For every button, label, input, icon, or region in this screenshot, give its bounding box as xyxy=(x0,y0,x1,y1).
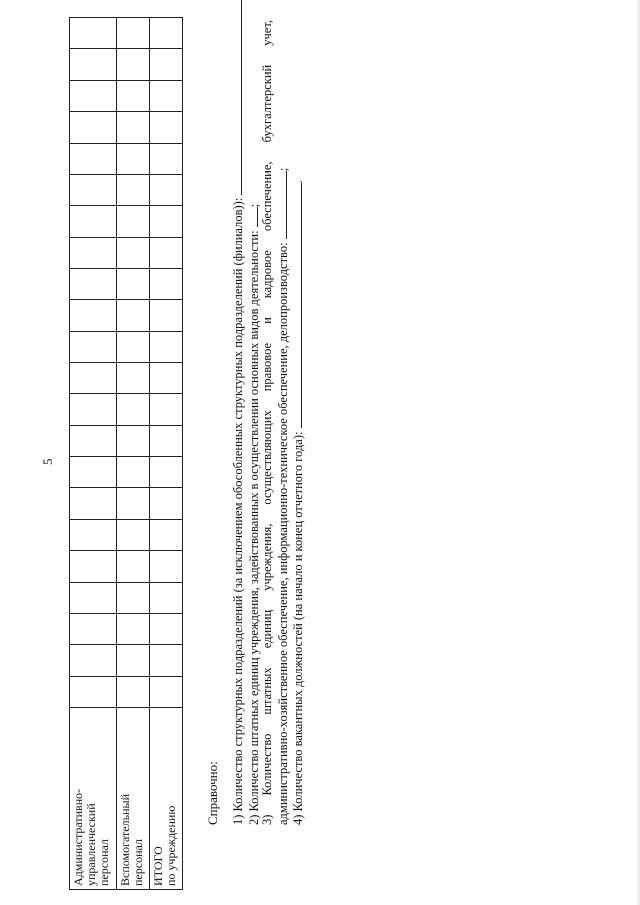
table-cell[interactable] xyxy=(117,457,150,488)
note-4-end: . xyxy=(291,180,305,184)
table-cell[interactable] xyxy=(117,331,150,362)
table-cell[interactable] xyxy=(117,676,150,707)
table-cell[interactable] xyxy=(150,331,183,362)
row-label-line: управленческий xyxy=(84,803,98,886)
table-cell[interactable] xyxy=(70,18,117,49)
table-cell[interactable] xyxy=(117,363,150,394)
table-cell[interactable] xyxy=(117,394,150,425)
table-cell[interactable] xyxy=(70,425,117,456)
table-cell[interactable] xyxy=(117,582,150,613)
table-cell[interactable] xyxy=(117,18,150,49)
table-cell[interactable] xyxy=(150,519,183,550)
table-cell[interactable] xyxy=(70,519,117,550)
table-cell[interactable] xyxy=(70,331,117,362)
table-cell[interactable] xyxy=(117,206,150,237)
note-3b xyxy=(275,20,291,825)
note-3b-text: административно-хозяйственное обеспечение, информационно-техническое обеспечение, делопроизводство: xyxy=(275,242,290,825)
table-cell[interactable] xyxy=(150,551,183,582)
table-cell[interactable] xyxy=(150,112,183,143)
table-cell[interactable] xyxy=(150,18,183,49)
row-label-line: персонал xyxy=(97,839,111,886)
table-cell[interactable] xyxy=(70,394,117,425)
table-cell[interactable] xyxy=(70,300,117,331)
note-2-blank[interactable] xyxy=(246,207,258,227)
row-label xyxy=(70,708,117,890)
table-cell[interactable] xyxy=(117,551,150,582)
row-total xyxy=(150,18,183,890)
table-cell[interactable] xyxy=(70,457,117,488)
notes-heading: Справочно: xyxy=(205,761,220,825)
table-cell[interactable] xyxy=(150,206,183,237)
notes-block xyxy=(230,20,306,825)
table-cell[interactable] xyxy=(150,80,183,111)
row-label xyxy=(150,708,183,890)
table-cell[interactable] xyxy=(150,268,183,299)
note-1-text: 1) Количество структурных подразделений (за исключением обособленных структурных подразделений (филиалов)): xyxy=(231,197,245,825)
table-cell[interactable] xyxy=(117,80,150,111)
table-cell[interactable] xyxy=(150,457,183,488)
table-cell[interactable] xyxy=(150,363,183,394)
table-cell[interactable] xyxy=(150,645,183,676)
note-3a: 3) Количество штатных единиц учреждения, осуществляющих правовое и кадровое обеспечение, бухгалтерский учет, xyxy=(260,20,274,825)
table-cell[interactable] xyxy=(117,237,150,268)
table-cell[interactable] xyxy=(150,174,183,205)
table-cell[interactable] xyxy=(117,488,150,519)
table-cell[interactable] xyxy=(117,519,150,550)
table-cell[interactable] xyxy=(70,676,117,707)
table-cell[interactable] xyxy=(117,49,150,80)
table-cell[interactable] xyxy=(70,237,117,268)
table-cell[interactable] xyxy=(70,363,117,394)
table-cell[interactable] xyxy=(70,613,117,644)
row-label-line: ИТОГО xyxy=(151,846,165,886)
table-cell[interactable] xyxy=(150,143,183,174)
note-4 xyxy=(290,20,306,825)
table-cell[interactable] xyxy=(70,488,117,519)
table-cell[interactable] xyxy=(117,143,150,174)
table-cell[interactable] xyxy=(117,425,150,456)
table-cell[interactable] xyxy=(117,645,150,676)
table-cell[interactable] xyxy=(150,488,183,519)
table-cell[interactable] xyxy=(117,174,150,205)
note-1-blank[interactable] xyxy=(230,0,242,195)
table-cell[interactable] xyxy=(150,237,183,268)
table-cell[interactable] xyxy=(150,582,183,613)
scan-edge xyxy=(636,0,640,905)
table-cell[interactable] xyxy=(150,49,183,80)
note-4-text: 4) Количество вакантных должностей (на начало и конец отчетного года): xyxy=(291,431,305,825)
row-label-line: персонал xyxy=(131,839,145,886)
table-cell[interactable] xyxy=(150,676,183,707)
table-cell[interactable] xyxy=(150,613,183,644)
note-2-text: 2) Количество штатных единиц учреждения, задействованных в осуществлении основных видов деятельности: xyxy=(246,230,261,825)
table-cell[interactable] xyxy=(70,174,117,205)
table-cell[interactable] xyxy=(150,300,183,331)
table-cell[interactable] xyxy=(70,268,117,299)
row-label-line: Вспомогательный xyxy=(118,794,132,886)
row-label-line: по учреждению xyxy=(164,805,178,886)
note-2-end: ; xyxy=(246,203,261,208)
page-number: 5 xyxy=(40,458,55,465)
table-cell[interactable] xyxy=(70,143,117,174)
table-cell[interactable] xyxy=(70,112,117,143)
table-cell[interactable] xyxy=(70,551,117,582)
table-cell[interactable] xyxy=(70,582,117,613)
row-label-line: Административно- xyxy=(71,788,85,886)
staff-table xyxy=(69,17,183,890)
row-label xyxy=(117,708,150,890)
table-cell[interactable] xyxy=(117,112,150,143)
table-cell[interactable] xyxy=(70,645,117,676)
table-cell[interactable] xyxy=(117,613,150,644)
note-3-blank[interactable] xyxy=(275,171,287,239)
row-auxiliary-staff xyxy=(117,18,150,890)
table-cell[interactable] xyxy=(150,394,183,425)
table-cell[interactable] xyxy=(70,49,117,80)
note-1 xyxy=(230,20,246,825)
note-3-end: ; xyxy=(275,167,290,172)
note-2 xyxy=(246,20,262,825)
table-cell[interactable] xyxy=(70,80,117,111)
table-cell[interactable] xyxy=(117,268,150,299)
row-admin-staff xyxy=(70,18,117,890)
table-cell[interactable] xyxy=(117,300,150,331)
table-cell[interactable] xyxy=(150,425,183,456)
note-4-blank[interactable] xyxy=(290,183,302,428)
table-cell[interactable] xyxy=(70,206,117,237)
